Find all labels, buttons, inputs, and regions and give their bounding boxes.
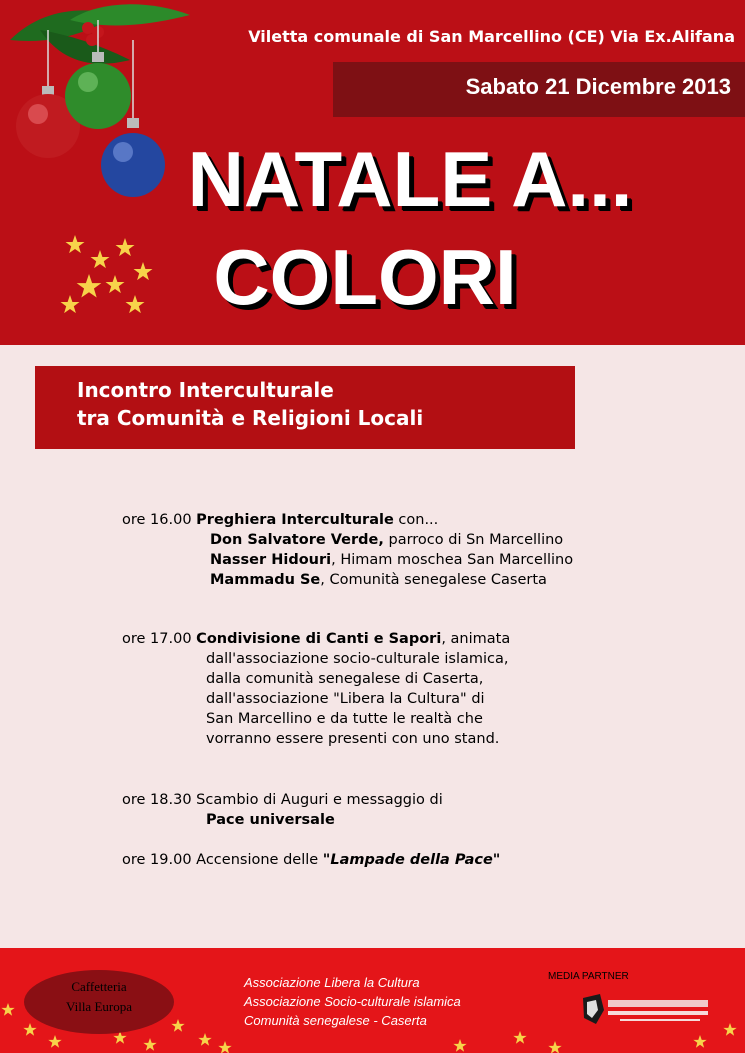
subtitle-text (77, 376, 423, 432)
participant-2-desc: , Himam moschea San Marcellino (331, 552, 574, 568)
participant-2 (210, 550, 573, 570)
event-4-highlight: "Lampade della Pace" (322, 852, 501, 868)
event-4-time: ore 19.00 (122, 852, 192, 868)
title-line-2: COLORI (213, 233, 517, 321)
event-2-time: ore 17.00 (122, 631, 192, 647)
event-2-line-2: dall'associazione socio-culturale islamica, (206, 651, 509, 667)
media-partner-logo (578, 990, 718, 1030)
event-1-rest: con... (393, 512, 439, 528)
participant-1 (210, 530, 563, 550)
participant-1-name: Don Salvatore Verde, (210, 532, 384, 548)
event-2-line-5: San Marcellino e da tutte le realtà che (206, 711, 483, 727)
participant-2-name: Nasser Hidouri (210, 552, 332, 568)
event-2-line-6: vorranno essere presenti con uno stand. (206, 731, 500, 747)
subtitle-line-1: Incontro Interculturale (77, 378, 334, 402)
event-4-header (122, 850, 500, 870)
event-1-title: Preghiera Interculturale (196, 512, 394, 528)
participant-3-desc: , Comunità senegalese Caserta (320, 572, 547, 588)
cafe-logo (24, 970, 174, 1034)
event-2-title: Condivisione di Canti e Sapori (196, 631, 442, 647)
event-1-time: ore 16.00 (122, 512, 192, 528)
event-date: Sabato 21 Dicembre 2013 (465, 74, 731, 99)
event-3-time: ore 18.30 (122, 792, 192, 808)
cafe-name-line-1: Caffetteria (71, 979, 127, 994)
event-2-header (122, 629, 510, 649)
organizer-2: Associazione Socio-culturale islamica (244, 994, 461, 1009)
event-3-text: Scambio di Auguri e messaggio di (191, 792, 443, 808)
event-3-highlight: Pace universale (206, 812, 335, 828)
event-1-header (122, 510, 438, 530)
title-line-1: NATALE A... (187, 135, 633, 223)
organizer-1: Associazione Libera la Cultura (244, 975, 420, 990)
cafe-name-line-2: Villa Europa (65, 999, 132, 1014)
event-2-rest: , animata (441, 631, 511, 647)
date-banner (333, 62, 745, 117)
subtitle-banner (35, 366, 575, 449)
subtitle-line-2: tra Comunità e Religioni Locali (77, 406, 424, 430)
event-2-line-4: dall'associazione "Libera la Cultura" di (206, 691, 485, 707)
participant-1-desc: parroco di Sn Marcellino (383, 532, 564, 548)
organizer-3: Comunità senegalese - Caserta (244, 1013, 427, 1028)
event-4-text: Accensione delle (191, 852, 323, 868)
event-2-line-3: dalla comunità senegalese di Caserta, (206, 671, 484, 687)
participant-3-name: Mammadu Se (210, 572, 321, 588)
participant-3 (210, 570, 547, 590)
event-3-line-2 (206, 810, 335, 830)
green-ornament-icon (65, 63, 131, 129)
venue-text: Viletta comunale di San Marcellino (CE) Via Ex.Alifana (248, 27, 735, 46)
event-3-header (122, 790, 443, 810)
media-partner-label: MEDIA PARTNER (548, 971, 629, 982)
